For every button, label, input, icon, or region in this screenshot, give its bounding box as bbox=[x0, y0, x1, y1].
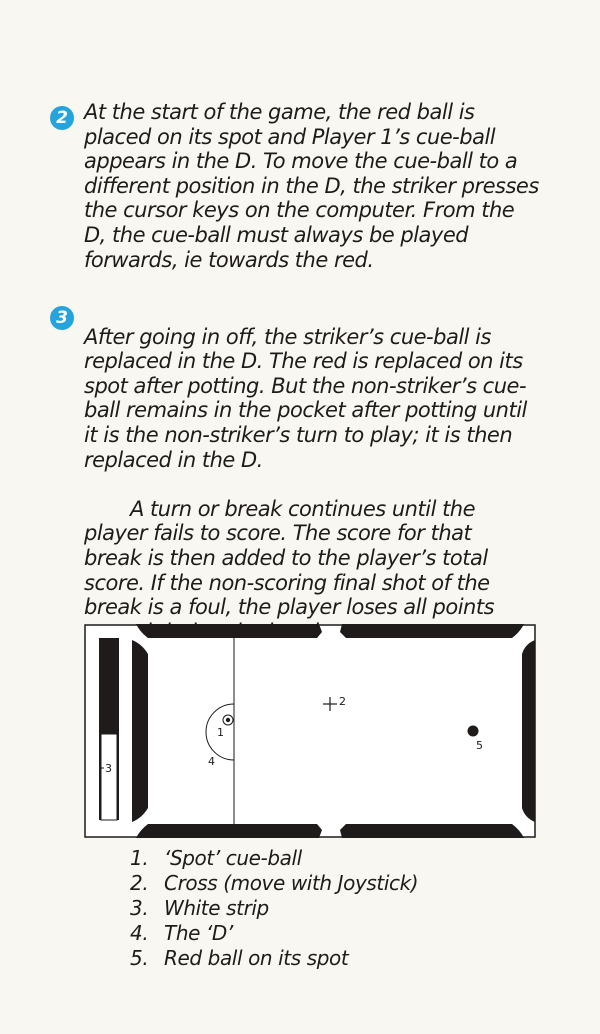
legend-item-3: 3. White strip bbox=[130, 896, 269, 920]
snooker-table-diagram bbox=[84, 624, 536, 838]
label-1: 1 bbox=[217, 726, 224, 739]
label-3: 3 bbox=[105, 762, 112, 775]
step-2-text: At the start of the game, the red ball is placed on its spot and Player 1’s cue-ball appears in the D. To move the cue-ball to a different position in the D, the striker presses the cursor keys on the computer. From the D, the cue-ball must always be played forwards, ie towards the red. bbox=[84, 100, 539, 272]
legend-item-5: 5. Red ball on its spot bbox=[130, 946, 349, 970]
cue-ball-center-dot bbox=[226, 718, 230, 722]
step-3 bbox=[50, 300, 560, 669]
red-ball bbox=[468, 726, 479, 737]
legend-item-4: 4. The ‘D’ bbox=[130, 921, 233, 945]
step-3-break-rules-text: A turn or break continues until the player fails to score. The score for that break is then added to the player’s total score. If the non-scoring final shot of the break is a foul, the player loses all points bbox=[84, 496, 495, 620]
cushion-right bbox=[522, 640, 535, 822]
diagram-legend bbox=[130, 846, 418, 971]
cushion-left bbox=[132, 640, 148, 822]
cushion-top-right bbox=[340, 624, 524, 638]
cushion-top-left bbox=[136, 624, 322, 638]
step-2 bbox=[50, 100, 560, 272]
step-3-text-block bbox=[84, 300, 554, 669]
legend-item-2: 2. Cross (move with Joystick) bbox=[130, 871, 419, 895]
cushion-bottom-right bbox=[340, 824, 524, 838]
cushion-bottom-left bbox=[136, 824, 322, 838]
white-strip bbox=[101, 734, 117, 820]
step-number-badge-2: 2 bbox=[50, 106, 74, 130]
legend-item-1: 1. ‘Spot’ cue-ball bbox=[130, 846, 302, 870]
step-3-text: After going in off, the striker’s cue-ball is replaced in the D. The red is replaced on its spot after potting. But the non-striker’s cue- ball remains in the pocket after potting until it is the non-striker’s turn to play; it is then replaced in the D. bbox=[84, 324, 527, 472]
label-2: 2 bbox=[339, 695, 346, 708]
label-4: 4 bbox=[208, 755, 215, 768]
step-number-badge-3: 3 bbox=[50, 306, 74, 330]
label-5: 5 bbox=[476, 739, 483, 752]
